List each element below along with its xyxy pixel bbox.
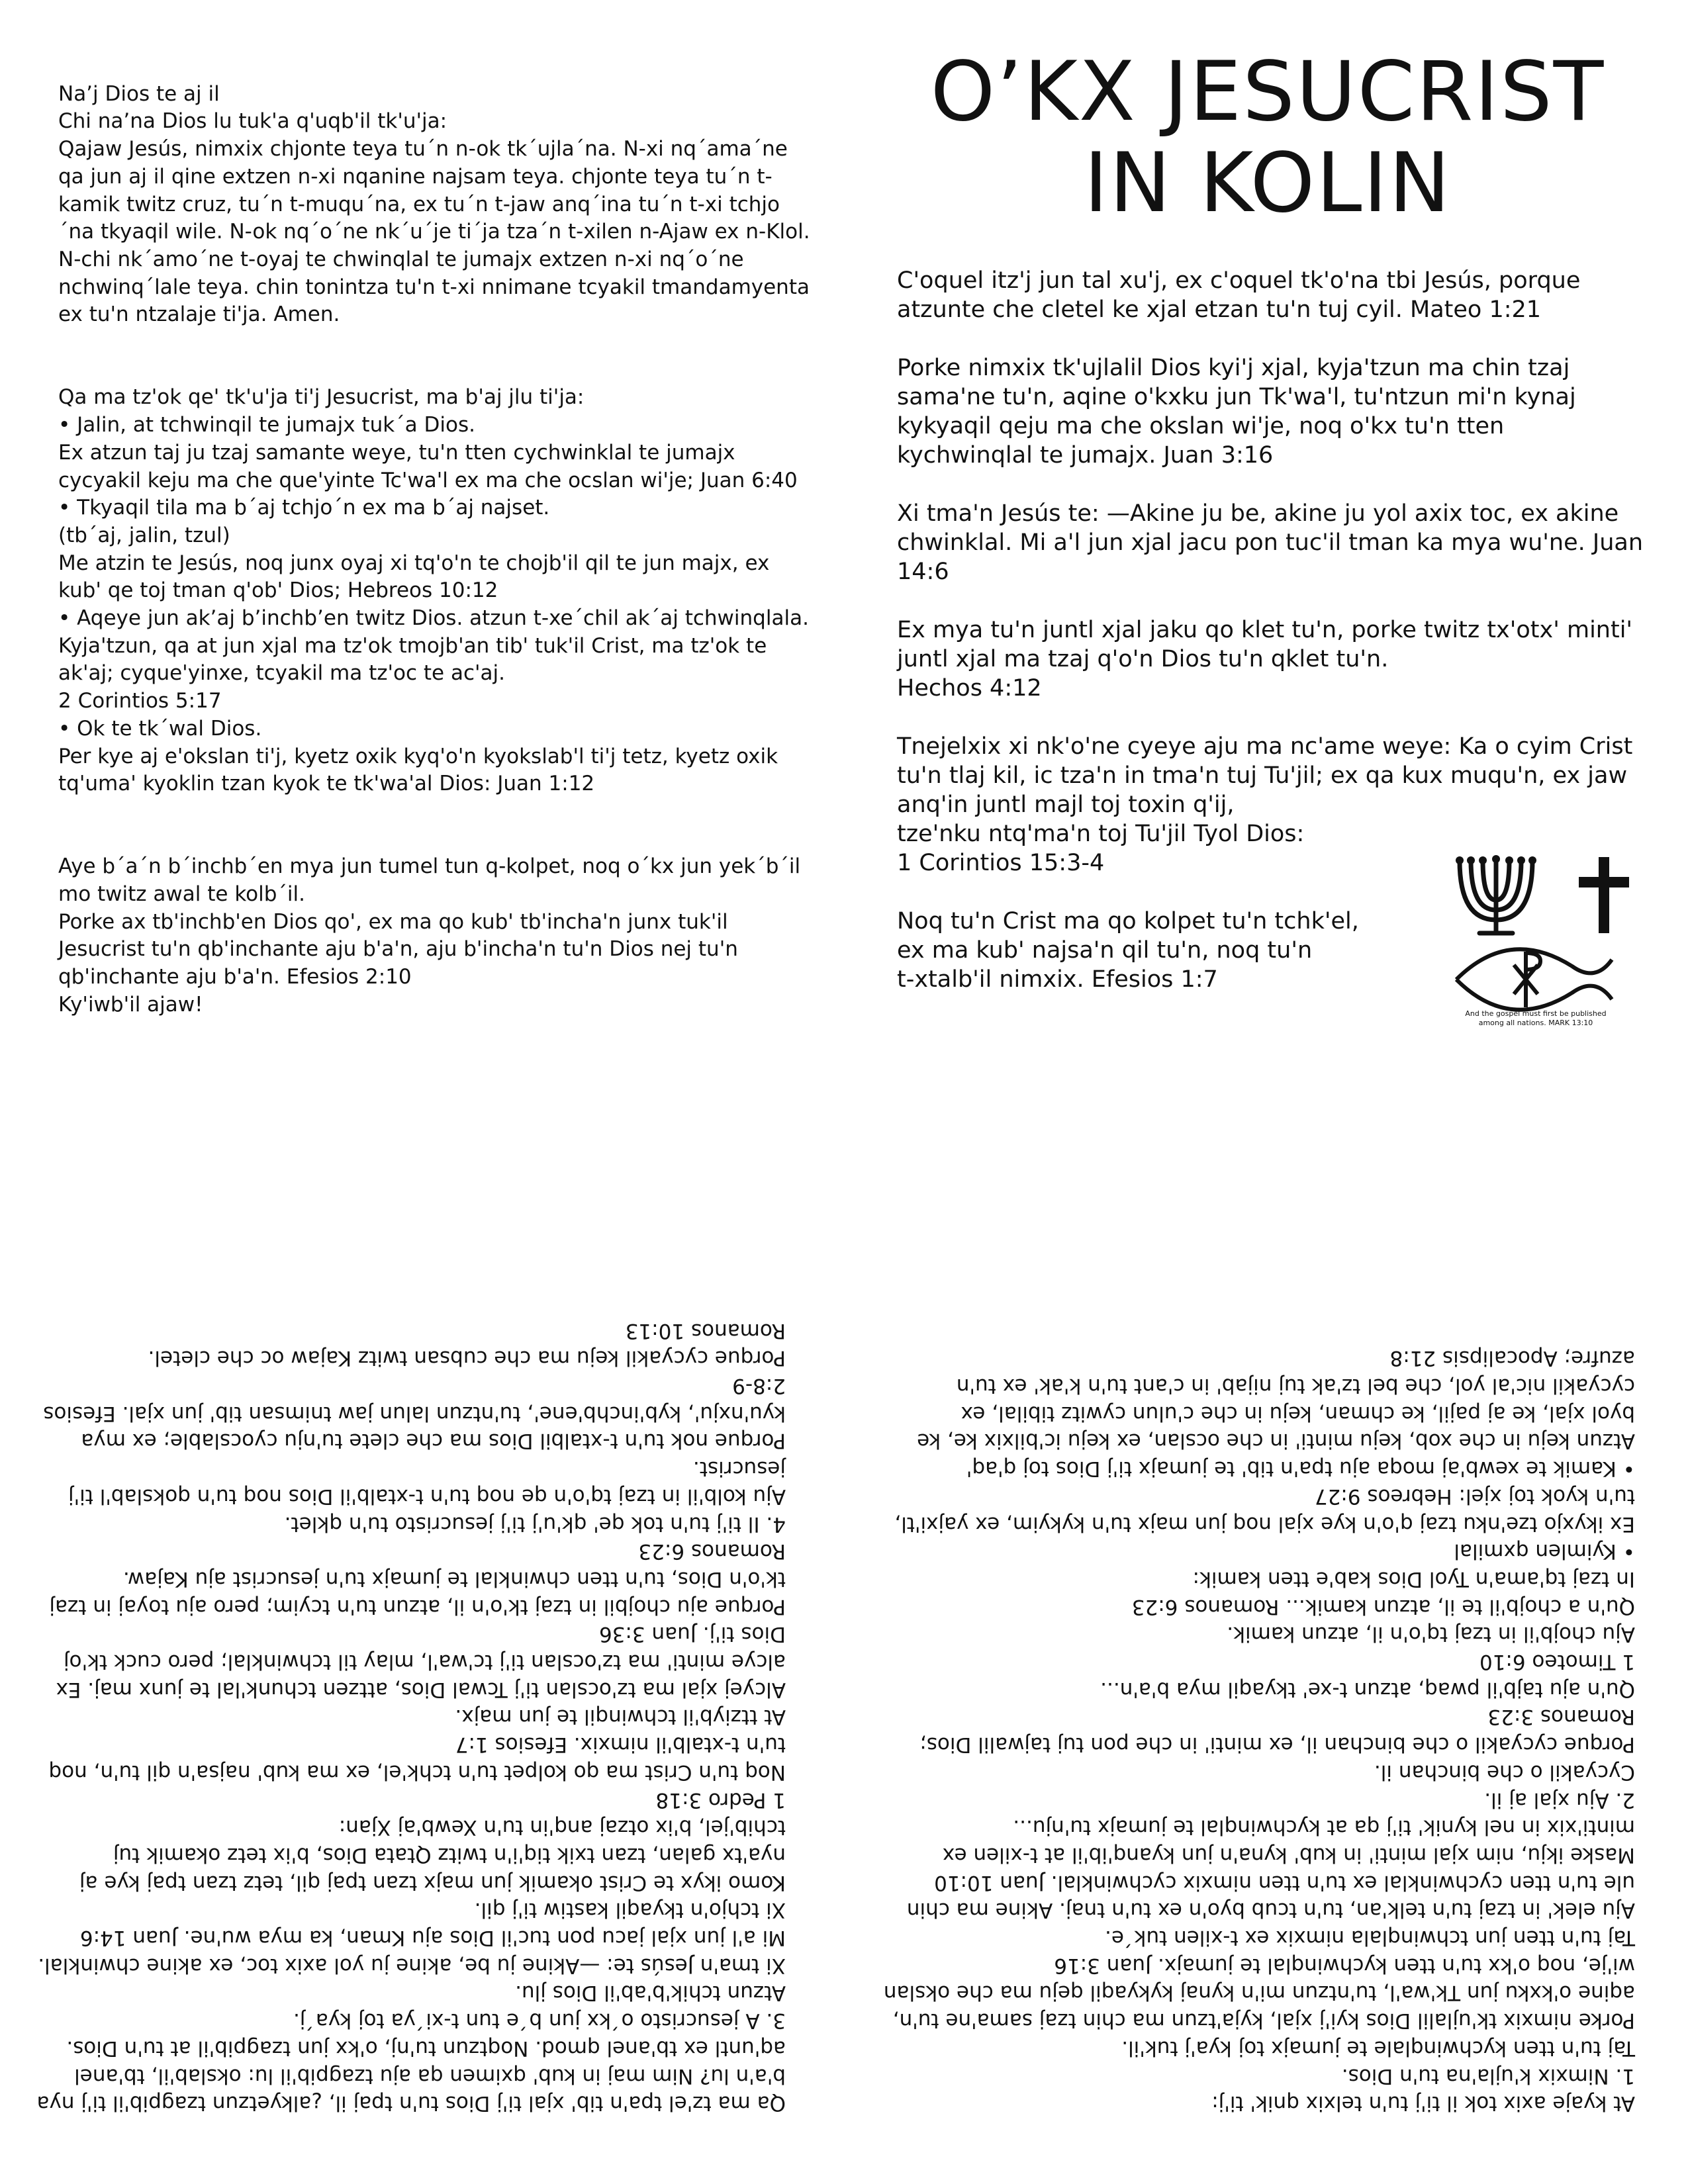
ichthys-chi-rho-icon — [1456, 949, 1612, 1009]
cross-icon — [1579, 857, 1629, 933]
verse-mateo: C'oquel itz'j jun tal xu'j, ex c'oquel tk'o'na tbi Jesús, porque atzunte che cletel ke xjal etzan tu'n tuj cyil. Mateo 1:21 — [897, 267, 1581, 323]
logo-caption: And the gospel must first be published among all nations. MARK 13:10 — [1465, 1009, 1607, 1027]
cover-title: O’KX JESUCRIST IN KOLIN — [930, 44, 1605, 231]
salvation-steps-panel — [0, 1092, 844, 2184]
verse-juan-3-16: Porke nimxix tk'ujlalil Dios kyi'j xjal, kyja'tzun ma chin tzaj sama'ne tu'n, aqine o'kxku jun Tk'wa'l, tu'ntzun mi'n kynaj kykyaqil qeju ma che okslan wi'je, noq o'kx tu'n tten kychwinqlal te jumajx. Juan 3:16 — [897, 355, 1576, 469]
truths-panel — [844, 1092, 1688, 2184]
prayer-column — [58, 53, 813, 1074]
prayer-panel — [0, 0, 844, 1092]
truths-column — [880, 1289, 1635, 2144]
truths-text: At kyaje axix tok il ti'j tu'n telxix qnik' ti'j: 1. Nimxix k'ujla'na tu'n Dios. Taj tu'n tten kychwinqlale te jumajx toj kya'j tuk'il. Porke nimxix tk'ujlalil Dios kyi'j xjal, kyja'tzun ma chin tzaj sama'ne tu'n, aqine o'kxku jun Tk'wa'l, tu'ntzun mi'n kynaj kykyaqil qeju ma che okslan wi'je, noq o'kx tu'n tten kychwinqlal te jumajx. Juan 3:16 Taj tu'n tten jun tchwinqlala nimxix ex t-xilen tuk´e. Aju elek' in tzaj tu'n telk'an, tu'n tcub byo'n ex tu'n tnaj. Akine ma chin ule tu'n tten cychwinklal ex tu'n tten nimxix cychwinklal. Juan 10:10 Maske ikju, nim xjal minti' in kub' kyna'n jun kyanq'ib'il at t-xilen ex minti'xix in nel kynik' ti'j qa at kychwinqlal te jumajx tu'nju... 2. Aju xjal aj il. Cycyakil o che binchan il. Porque cycyakil o che binchan il, ex minti' in che pon tuj tajwalil Dios; Romanos 3:23 Qu'n aju tajb'il pwaq, atzun t-xe' tkyaqil mya b'a'n... 1 Timoteo 6:10 Aju chojb'il in tzaj tq'o'n il, atzun kamik. Qu'n a chojb'il te il, atzun kamik... Romanos 6:23 In tzaj tq'ama'n Tyol Dios kab'e tten kamik: • Kyimlen qxmilal Ex ikyxjo tze'nku tzaj q'o'n kye xjal noq jun majx tu'n kykyim, ex yajxi'tl, tu'n kyok toj xjel: Hebreos 9:27 • Kamik te xewb'aj moqa aju tpa'n tib' te jumajx ti'j Dios toj q'aq' Atzun keju in che xob, keju minti' in che ocslan, ex keju ic'bilxix ke, ke byol xjal, ke aj pajil, ke chman, keju in che c'ulun cywitz tibilal, ex cycyakil nic'al yol, che bel tz'ak tuj nijab' in c'ant tu'n k'ak' ex tu'n azufre; Apocalipsis 21:8 — [883, 1346, 1635, 2116]
menorah-icon — [1460, 860, 1532, 933]
faith-results-paragraph: Qa ma tz'ok qe' tk'u'ja ti'j Jesucrist, ma b'aj jlu ti'ja: • Jalin, at tchwinqil te jumajx tuk´a Dios. Ex atzun taj ju tzaj samante weye, tu'n tten cychwinklal te jumajx cycyakil keju ma che que'yinte Tc'wa'l ex ma che ocslan wi'je; Juan 6:40 • Tkyaqil tila ma b´aj tchjo´n ex ma b´aj najset. (tb´aj, jalin, tzul) Me atzin te Jesús, noq junx oyaj xi tq'o'n te chojb'il qil te jun majx, ex kub' qe toj tman q'ob' Dios; Hebreos 10:12 • Aqeye jun ak’aj b’inchb’en twitz Dios. atzun t-xe´chil ak´aj tchwinqlala. Kyja'tzun, qa at jun xjal ma tz'ok tmojb'an tib' tuk'il Crist, ma tz'ok te ak'aj; cyque'yinxe, tcyakil ma tz'oc te ac'aj. 2 Corintios 5:17 • Ok te tk´wal Dios. Per kye aj e'okslan ti'j, kyetz oxik kyq'o'n kyokslab'l ti'j tetz, kyetz oxik tq'uma' kyoklin tzan kyok te tk'wa'al Dios: Juan 1:12 — [58, 385, 809, 796]
cover-panel — [844, 0, 1688, 1092]
salvation-steps-text: Qa ma tz'el tpa'n tib' xjal ti'j Dios tu'n tpaj il, ¿alkyetzun tzagpib'il ti'j nya b'a'n lu? Nim maj in kub' qximen qa aju tzagpib'il lu: okslab'il, tb'anel aq'untl ex tb'anel qmod. Noqtzun tu'nj, o'kx jun tzagpib'il at tu'n Dios. 3. A jesucristo o´kx jun b´e tun t-xi´ya toj kya´j. Atzun tchik'b'ab'il Dios jlu. Xi tma'n Jesús te: —Akine ju be, akine ju yol axix toc, ex akine chwinklal. Mi a'l jun xjal jacu pon tuc'il Dios aju Kman, ka mya wu'ne. Juan 14:6 Xi tchjo'n tkyaqil kastiw ti'j qil. Komo ikyx te Crist okamik jun majx tzan tpaj qil, tetz tzan tpaj kye aj nya'tx galan, tzan txik tiq'i'n twitz Qtata Dios, b'ix tetz okamik tuj tchib'jel, b'ix otzaj anq'in tu'n Xewb'aj Xjan: 1 Pedro 3:18 Noq tu'n Crist ma qo kolpet tu'n tchk'el, ex ma kub' najsa'n qil tu'n, noq tu'n t-xtalb'il nimxix. Efesios 1:7 At ttziyb'il tchwinqil te jun majx. Alcyej xjal ma tz'ocslan ti'j Tcwal Dios, attzen tchunk'lal te junx maj. Ex alcye minti' ma tz'ocslan ti'j tc'wa'l, mlay til tchwinklal; pero cuck tk'oj Dios ti'j. Juan 3:36 Porque aju chojbil in tzaj tk'o'n il, atzun tu'n tcyim; pero aju toyaj in tzaj tk'o'n Dios, tu'n tten chwinklal te jumajx tu'n jesucrist aju Kajaw. Romanos 6:23 4. Il ti'j tu'n tok qe' qk'u'j ti'j jesucristo tu'n qklet. Aju kolb'il in tzaj tq'o'n qe noq tu'n t-xtalb'il Dios noq tu'n qokslab'l ti'j jesucrist. Porque nok tu'n t-xtalbil Dios ma che clete tu'nju cyocslable; ex mya kyu'nxju', kyb'inchb'ene', tu'ntzun lalun jaw tnimsan tib' jun xjal. Efesios 2:8-9 Porque cycyakil keju ma che cubsan twitz Kajaw oc che cletel. Romanos 10:13 — [36, 1318, 786, 2116]
salvation-steps-column — [31, 1261, 786, 2144]
closing-paragraph: Aye b´a´n b´inchb´en mya jun tumel tun q-kolpet, noq o´kx jun yek´b´il mo twitz awal te kolb´il. Porke ax tb'inchb'en Dios qo', ex ma qo kub' tb'incha'n junx tuk'il Jesucrist tu'n qb'inchante aju b'a'n, aju b'incha'n tu'n Dios nej tu'n qb'inchante aju b'a'n. Efesios 2:10 Ky'iwb'il ajaw! — [58, 854, 801, 1017]
verse-hechos: Ex mya tu'n juntl xjal jaku qo klet tu'n, porke twitz tx'otx' minti' juntl xjal ma tzaj q'o'n Dios tu'n qklet tu'n. Hechos 4:12 — [897, 617, 1633, 702]
prayer-paragraph: Na’j Dios te aj il Chi na’na Dios lu tuk'a q'uqb'il tk'u'ja: Qajaw Jesús, nimxix chjonte teya tu´n n-ok tk´ujla´na. N-xi nq´ama´ne qa jun aj il qine extzen n-xi nqanine najsam teya. chjonte teya tu´n t-kamik twitz cruz, tu´n t-muqu´na, ex tu´n t-jaw anq´ina tu´n t-xi tchjo´na tkyaqil wile. N-ok nq´o´ne nk´u´je ti´ja tza´n t-xilen n-Ajaw ex n-Klol. N-chi nk´amo´ne t-oyaj te chwinqlal te jumajx extzen n-xi nq´o´ne nchwinq´lale teya. chin tonintza tu'n t-xi nnimane tcyakil tmandamyenta ex tu'n ntzalaje ti'ja. Amen. — [58, 81, 810, 327]
verse-corintios: Tnejelxix xi nk'o'ne cyeye aju ma nc'ame weye: Ka o cyim Crist tu'n tlaj kil, ic tza'n in tma'n tuj Tu'jil; ex qa kux muqu'n, ex jaw anq'in juntl majl toj toxin q'ij, tze'nku ntq'ma'n toj Tu'jil Tyol Dios: 1 Corintios 15:3-4 — [897, 733, 1633, 876]
verse-efesios: Noq tu'n Crist ma qo kolpet tu'n tchk'el, ex ma kub' najsa'n qil tu'n, noq tu'n t-xtalb'il nimxix. Efesios 1:7 — [897, 908, 1359, 993]
verse-juan-14-6: Xi tma'n Jesús te: —Akine ju be, akine ju yol axix toc, ex akine chwinklal. Mi a'l jun xjal jacu pon tuc'il tman ka mya wu'ne. Juan 14:6 — [897, 500, 1644, 585]
